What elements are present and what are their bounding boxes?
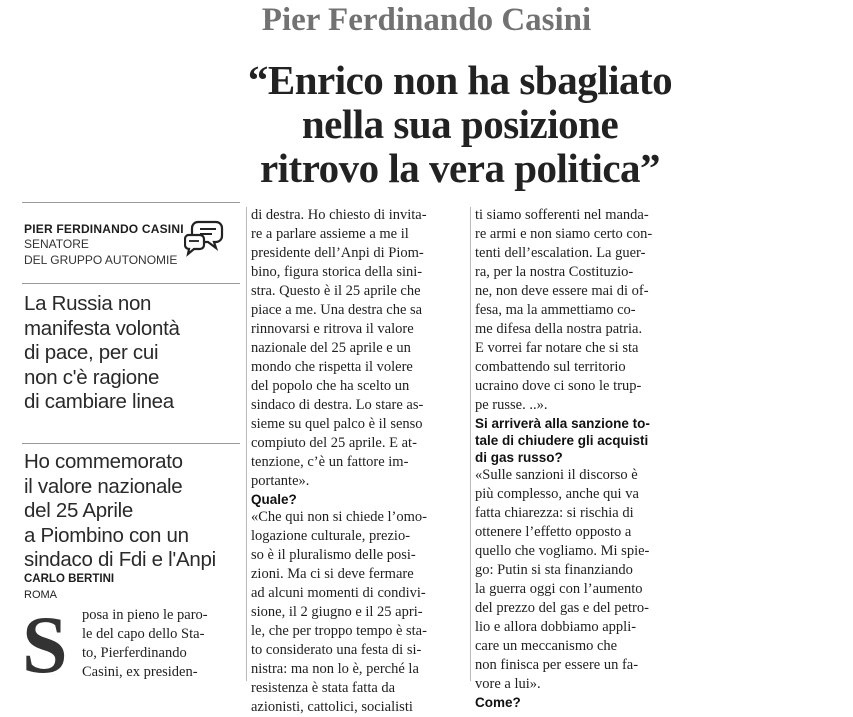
article-column-1 bbox=[82, 606, 242, 682]
speech-bubbles-icon bbox=[184, 218, 224, 258]
text-line: fatta chiarezza: si rischia di bbox=[475, 505, 634, 521]
text-line: azionisti, cattolici, socialisti bbox=[251, 699, 413, 715]
text-line: re a parlare assieme a me il bbox=[251, 226, 409, 242]
profile-role bbox=[24, 236, 177, 268]
pull-quote-line: Ho commemorato bbox=[24, 450, 183, 473]
text-line: compiuto del 25 aprile. E at- bbox=[251, 435, 417, 451]
text-line: bino, figura storica della sini- bbox=[251, 264, 423, 280]
question-line: di gas russo? bbox=[475, 450, 563, 465]
question-line: Si arriverà alla sanzione to- bbox=[475, 416, 650, 431]
text-line: tenti dell’escalation. La guer- bbox=[475, 245, 646, 261]
interview-question bbox=[475, 415, 690, 466]
text-line: ne, non deve essere mai di of- bbox=[475, 283, 649, 299]
text-line: ra, per la nostra Costituzio- bbox=[475, 264, 634, 280]
text-line: Casini, ex presiden- bbox=[82, 664, 198, 680]
text-line: E vorrei far notare che si sta bbox=[475, 340, 639, 356]
pull-quote-line: di cambiare linea bbox=[24, 390, 174, 413]
sidebar-divider bbox=[22, 443, 240, 444]
text-line: so è il pluralismo delle posi- bbox=[251, 547, 416, 563]
text-line: lio e allora dobbiamo appli- bbox=[475, 619, 637, 635]
headline-line: ritrovo la vera politica” bbox=[259, 145, 661, 191]
text-line: mondo che rispetta il volere bbox=[251, 359, 413, 375]
text-line: ti siamo sofferenti nel manda- bbox=[475, 207, 649, 223]
interview-question: Come? bbox=[475, 695, 521, 710]
pull-quote-line: il valore nazionale bbox=[24, 474, 183, 498]
interview-question: Quale? bbox=[251, 492, 297, 507]
pull-quote-line: La Russia non bbox=[24, 292, 152, 315]
article-headline bbox=[180, 58, 740, 190]
pull-quote-line: a Piombino con un bbox=[24, 523, 189, 547]
pull-quote-line: del 25 Aprile bbox=[24, 499, 133, 522]
text-line: «Sulle sanzioni il discorso è bbox=[475, 467, 638, 483]
text-line: logazione culturale, prezio- bbox=[251, 528, 411, 544]
text-line: sieme su quel palco è il senso bbox=[251, 416, 423, 432]
text-line: del prezzo del gas e del petro- bbox=[475, 600, 649, 616]
text-line: rinnovarsi e ritrova il valore bbox=[251, 321, 414, 337]
text-line: le del capo dello Sta- bbox=[82, 626, 205, 642]
text-line: combattendo sul territorio bbox=[475, 359, 626, 375]
question-line: tale di chiudere gli acquisti bbox=[475, 433, 649, 448]
article-column-2 bbox=[251, 206, 466, 717]
text-line: ad alcuni momenti di condivi- bbox=[251, 585, 426, 601]
text-line: sindaco di destra. Lo stare as- bbox=[251, 397, 424, 413]
text-line: quello che vogliamo. Mi spie- bbox=[475, 543, 650, 559]
text-line: to considerato una festa di si- bbox=[251, 642, 422, 658]
text-line: posa in pieno le paro- bbox=[82, 607, 208, 623]
text-line: to, Pierferdinando bbox=[82, 645, 187, 661]
text-line: resistenza è stata fatta da bbox=[251, 680, 396, 696]
pull-quote-line: sindaco di Fdi e l'Anpi bbox=[24, 548, 216, 571]
text-line: tenzione, c’è un fattore im- bbox=[251, 454, 409, 470]
text-line: fesa, ma la ammettiamo co- bbox=[475, 302, 636, 318]
text-line: di destra. Ho chiesto di invita- bbox=[251, 207, 427, 223]
text-line: stra. Questo è il 25 aprile che bbox=[251, 283, 421, 299]
text-line: zioni. Ma ci si deve fermare bbox=[251, 566, 414, 582]
profile-role-line: SENATORE bbox=[24, 237, 89, 251]
text-line: più complesso, anche qui va bbox=[475, 486, 639, 502]
pull-quote bbox=[24, 292, 180, 415]
text-line: pe russe. ..». bbox=[475, 397, 548, 413]
drop-cap: S bbox=[22, 599, 68, 690]
text-line: la guerra oggi con l’aumento bbox=[475, 581, 643, 597]
column-rule bbox=[470, 207, 471, 681]
pull-quote-line: non c'è ragione bbox=[24, 365, 160, 389]
profile-role-line: DEL GRUPPO AUTONOMIE bbox=[24, 253, 178, 267]
text-line: go: Putin si sta finanziando bbox=[475, 562, 633, 578]
sidebar-top-rule bbox=[22, 202, 240, 203]
pull-quote-line: di pace, per cui bbox=[24, 341, 159, 364]
text-line: portante». bbox=[251, 473, 310, 489]
pull-quote-line: manifesta volontà bbox=[24, 316, 180, 340]
text-line: nazionale del 25 aprile e un bbox=[251, 340, 411, 356]
text-line: le, che per troppo tempo è sta- bbox=[251, 623, 427, 639]
text-line: ottenere l’effetto opposto a bbox=[475, 524, 632, 540]
byline-place: ROMA bbox=[24, 589, 57, 601]
headline-line: “Enrico non ha sbagliato bbox=[247, 57, 673, 103]
article-kicker: Pier Ferdinando Casini bbox=[261, 2, 592, 38]
text-line: piace a me. Una destra che sa bbox=[251, 302, 423, 318]
text-line: me difesa della nostra patria. bbox=[475, 321, 643, 337]
text-line: vore a lui». bbox=[475, 676, 541, 692]
profile-name: PIER FERDINANDO CASINI bbox=[24, 222, 184, 236]
column-rule bbox=[246, 207, 247, 681]
text-line: presidente dell’Anpi di Piom- bbox=[251, 245, 424, 261]
text-line: non finisca per essere un fa- bbox=[475, 657, 639, 673]
text-line: care un meccanismo che bbox=[475, 638, 618, 654]
text-line: nistra: ma non lo è, perché la bbox=[251, 661, 419, 677]
article-column-3 bbox=[475, 206, 690, 711]
text-line: re armi e non siamo certo con- bbox=[475, 226, 653, 242]
text-line: sione, il 2 giugno e il 25 apri- bbox=[251, 604, 423, 620]
headline-line: nella sua posizione bbox=[301, 101, 619, 147]
text-line: del popolo che ha scelto un bbox=[251, 378, 410, 394]
text-line: ucraino dove ci sono le trup- bbox=[475, 378, 642, 394]
byline-author: CARLO BERTINI bbox=[24, 573, 115, 585]
text-line: «Che qui non si chiede l’omo- bbox=[251, 509, 427, 525]
sidebar-divider bbox=[22, 283, 240, 284]
pull-quote bbox=[24, 450, 216, 573]
